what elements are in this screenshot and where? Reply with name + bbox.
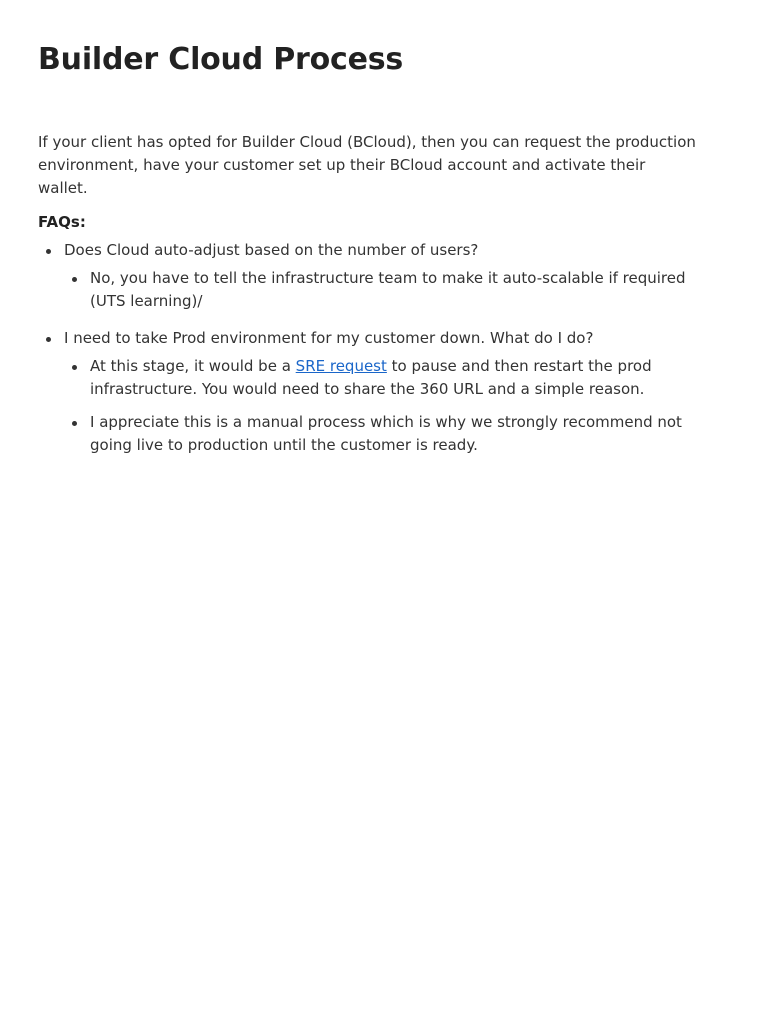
- faq-item: [38, 327, 708, 457]
- bullet-icon: [72, 365, 77, 370]
- bullet-icon: [46, 249, 51, 254]
- faq-answer-list: [64, 355, 708, 457]
- faq-answer: [64, 411, 708, 457]
- faqs-heading: FAQs:: [38, 213, 86, 231]
- intro-paragraph: If your client has opted for Builder Cloud (BCloud), then you can request the production environment, have your customer set up their BCloud account and activate their wallet.: [38, 133, 696, 197]
- bullet-icon: [72, 421, 77, 426]
- faq-question: Does Cloud auto-adjust based on the number of users?: [64, 241, 479, 259]
- faq-question: I need to take Prod environment for my customer down. What do I do?: [64, 329, 594, 347]
- sre-request-link[interactable]: SRE request: [295, 357, 387, 375]
- page-title: Builder Cloud Process: [38, 42, 404, 77]
- bullet-icon: [72, 277, 77, 282]
- faq-answer: [64, 355, 708, 401]
- faq-answer-text: No, you have to tell the infrastructure team to make it auto-scalable if required (UTS learning)/: [90, 269, 686, 310]
- faq-answer: [64, 267, 708, 313]
- faq-list: [38, 239, 708, 471]
- faq-answer-text: At this stage, it would be a: [90, 357, 296, 375]
- bullet-icon: [46, 337, 51, 342]
- faq-answer-text: I appreciate this is a manual process which is why we strongly recommend not going live to production until the customer is ready.: [90, 413, 682, 454]
- faq-answer-text: to pause and then restart the prod infrastructure. You would need to share the 360 URL and a simple reason.: [90, 357, 652, 398]
- faq-answer-list: [64, 267, 708, 313]
- faq-item: [38, 239, 708, 313]
